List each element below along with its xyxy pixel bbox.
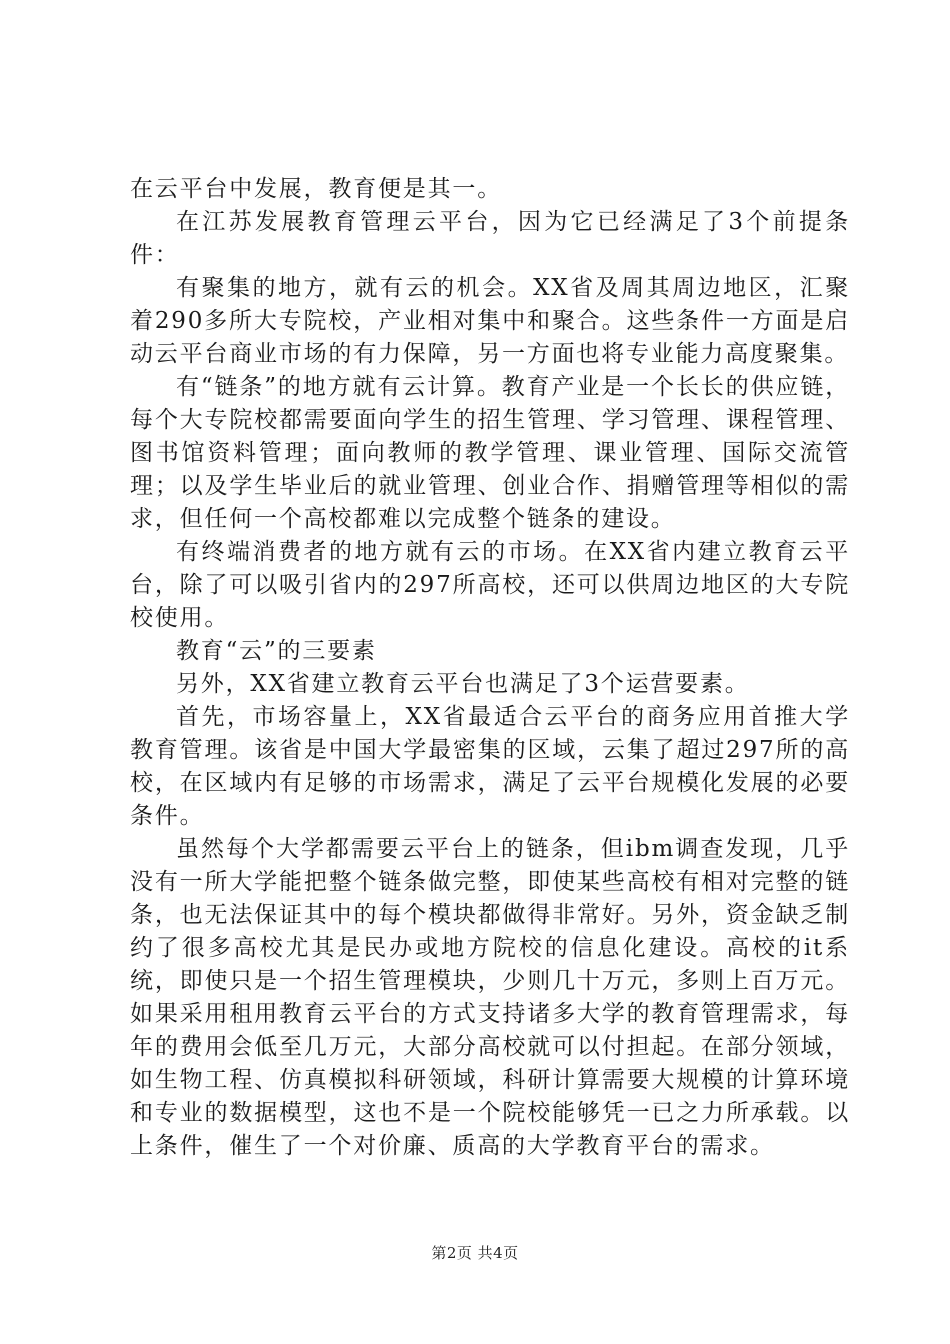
paragraph: 首先，市场容量上，XX省最适合云平台的商务应用首推大学教育管理。该省是中国大学最密集的区域，云集了超过297所的高校，在区域内有足够的市场需求，满足了云平台规模化发展的必要条件。 <box>130 704 850 829</box>
paragraph: 有终端消费者的地方就有云的市场。在XX省内建立教育云平台，除了可以吸引省内的297所高校，还可以供周边地区的大专院校使用。 <box>130 539 850 631</box>
page-footer: 第2页 共4页 <box>431 1244 519 1262</box>
paragraph: 另外，XX省建立教育云平台也满足了3个运营要素。 <box>176 671 750 697</box>
document-body <box>130 173 850 1163</box>
paragraph: 在江苏发展教育管理云平台，因为它已经满足了3个前提条件： <box>130 209 850 268</box>
paragraph: 虽然每个大学都需要云平台上的链条，但ibm调查发现，几乎没有一所大学能把整个链条做完整，即使某些高校有相对完整的链条，也无法保证其中的每个模块都做得非常好。另外，资金缺乏制约了很多高校尤其是民办或地方院校的信息化建设。高校的it系统，即使只是一个招生管理模块，少则几十万元，多则上百万元。如果采用租用教育云平台的方式支持诸多大学的教育管理需求，每年的费用会低至几万元，大部分高校就可以付担起。在部分领域，如生物工程、仿真模拟科研领域，科研计算需要大规模的计算环境和专业的数据模型，这也不是一个院校能够凭一已之力所承载。以上条件，催生了一个对价廉、质高的大学教育平台的需求。 <box>130 836 850 1159</box>
section-heading: 教育“云”的三要素 <box>176 638 377 664</box>
paragraph: 有“链条”的地方就有云计算。教育产业是一个长长的供应链，每个大专院校都需要面向学生的招生管理、学习管理、课程管理、图书馆资料管理；面向教师的教学管理、课业管理、国际交流管理；以及学生毕业后的就业管理、创业合作、捐赠管理等相似的需求，但任何一个高校都难以完成整个链条的建设。 <box>130 374 850 532</box>
paragraph: 有聚集的地方，就有云的机会。XX省及周其周边地区，汇聚着290多所大专院校，产业相对集中和聚合。这些条件一方面是启动云平台商业市场的有力保障，另一方面也将专业能力高度聚集。 <box>130 275 850 367</box>
paragraph-continuation: 在云平台中发展，教育便是其一。 <box>130 176 502 202</box>
